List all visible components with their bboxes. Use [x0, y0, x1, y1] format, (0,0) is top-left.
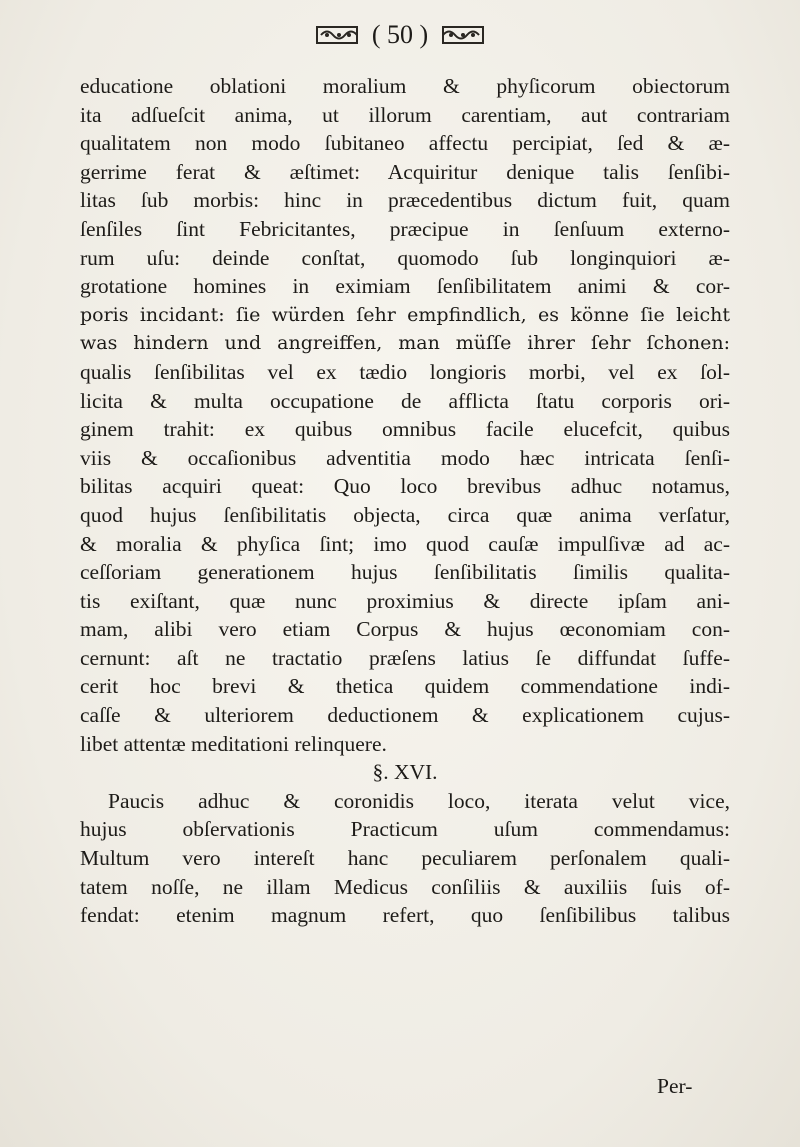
text-line: tatem noſſe, ne illam Medicus conſiliis & auxiliis ſuis of-	[80, 874, 730, 899]
page-number: ( 50 )	[371, 20, 429, 49]
text-line: poris incidant: ſie würden ſehr empfindlich, es könne ſie leicht	[80, 303, 730, 326]
text-line: licita & multa occupatione de afflicta ſtatu corporis ori-	[80, 388, 730, 413]
text-line: hujus obſervationis Practicum uſum commendamus:	[80, 817, 730, 842]
text-line: Paucis adhuc & coronidis loco, iterata velut vice,	[108, 788, 730, 813]
page-header	[0, 20, 800, 50]
text-line: rum uſu: deinde conſtat, quomodo ſub longinquiori æ-	[80, 245, 730, 270]
text-line: cerit hoc brevi & thetica quidem commendatione indi-	[80, 674, 730, 699]
section-heading: §. XVI.	[372, 760, 438, 785]
text-line: viis & occaſionibus adventitia modo hæc intricata ſenſi-	[80, 445, 730, 470]
catchword: Per-	[657, 1074, 693, 1098]
text-line: cernunt: aſt ne tractatio præſens latius ſe diffundat ſuffe-	[80, 645, 730, 670]
text-line: ceſſoriam generationem hujus ſenſibilitatis ſimilis qualita-	[80, 560, 730, 585]
text-line: gerrime ferat & æſtimet: Acquiritur denique talis ſenſibi-	[80, 159, 730, 184]
text-line: grotatione homines in eximiam ſenſibilitatem animi & cor-	[80, 274, 730, 299]
text-line: qualis ſenſibilitas vel ex tædio longioris morbi, vel ex ſol-	[80, 359, 730, 384]
text-line: & moralia & phyſica ſint; imo quod cauſæ impulſivæ ad ac-	[80, 531, 730, 556]
text-line: fendat: etenim magnum refert, quo ſenſibilibus talibus	[80, 903, 730, 928]
left-ornament-icon	[316, 25, 358, 45]
text-line: Multum vero intereſt hanc peculiarem perſonalem quali-	[80, 846, 730, 871]
text-line: mam, alibi vero etiam Corpus & hujus œconomiam con-	[80, 617, 730, 642]
body-text	[80, 72, 730, 930]
text-line: quod hujus ſenſibilitatis objecta, circa quæ anima verſatur,	[80, 502, 730, 527]
text-line: libet attentæ meditationi relinquere.	[80, 731, 387, 756]
text-line: litas ſub morbis: hinc in præcedentibus dictum fuit, quam	[80, 188, 730, 213]
text-line: was hindern und angreiffen, man müſſe ihrer ſehr ſchonen:	[80, 332, 730, 355]
text-line: tis exiſtant, quæ nunc proximius & directe ipſam ani-	[80, 588, 730, 613]
text-line: ſenſiles ſint Febricitantes, præcipue in ſenſuum externo-	[80, 216, 730, 241]
text-line: educatione oblationi moralium & phyſicorum obiectorum	[80, 74, 730, 98]
text-line: ginem trahit: ex quibus omnibus facile elucefcit, quibus	[80, 417, 730, 442]
text-line: ita adſueſcit anima, ut illorum carentiam, aut contrariam	[80, 102, 730, 127]
text-line: qualitatem non modo ſubitaneo affectu percipiat, ſed & æ-	[80, 131, 730, 156]
right-ornament-icon	[442, 25, 484, 45]
text-line: caſſe & ulteriorem deductionem & explicationem cujus-	[80, 703, 730, 728]
text-line: bilitas acquiri queat: Quo loco brevibus adhuc notamus,	[80, 474, 730, 499]
